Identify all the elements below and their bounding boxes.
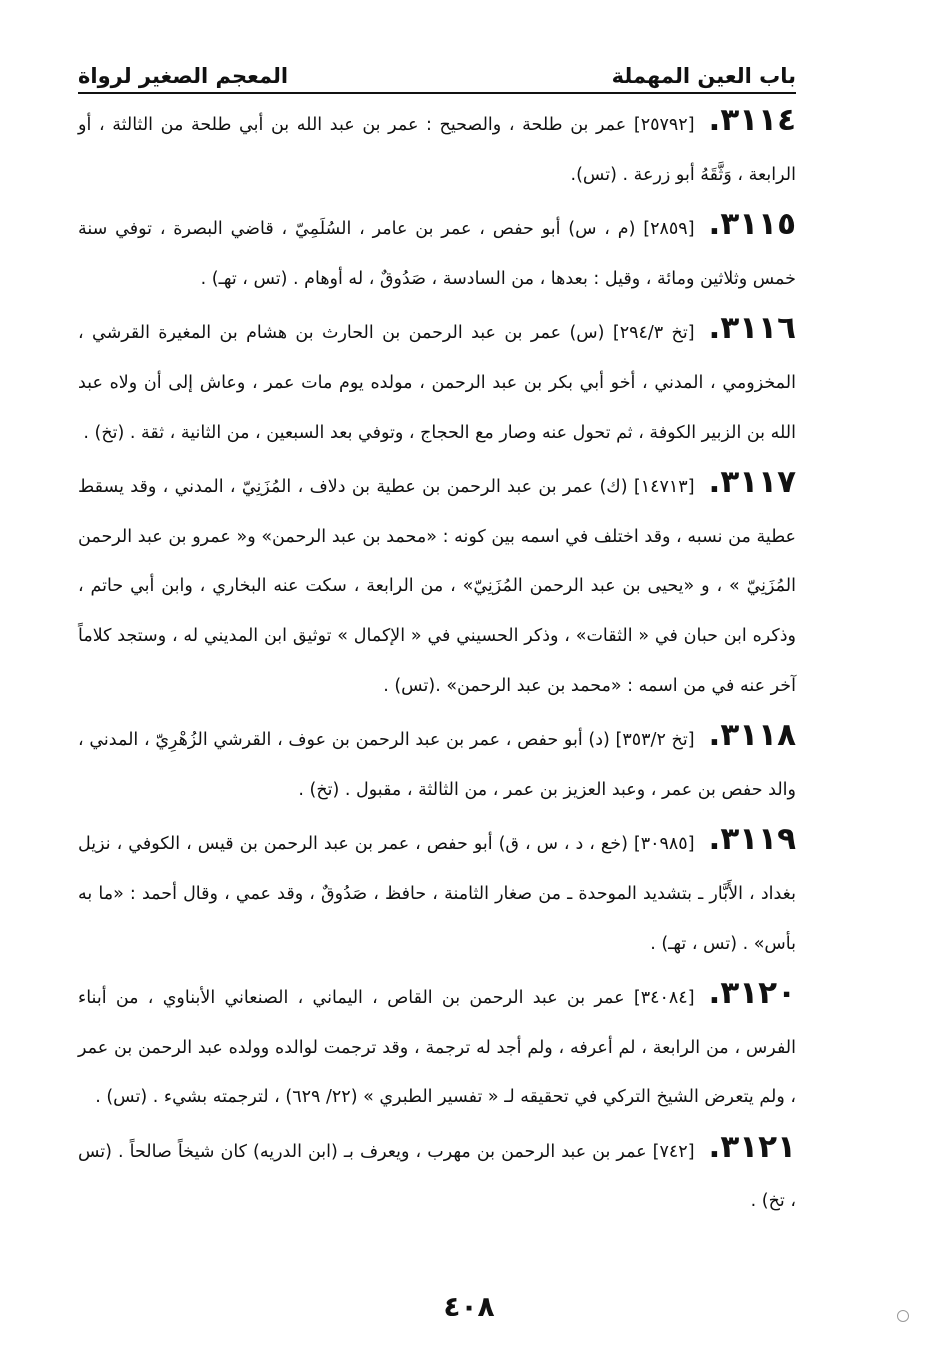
entry-3120 <box>78 969 796 1123</box>
book-title: المعجم الصغير لرواة <box>78 64 289 88</box>
entry-number: ٣١١٤. <box>708 102 796 138</box>
entry-text: [١٤٧١٣] (ك) عمر بن عبد الرحمن بن عطية بن دلاف ، المُزَنِيّ ، المدني ، وقد يسقط عطية من نسبه ، وقد اختلف في اسمه بين كونه : «محمد بن عبد الرحمن» و« عمرو بن عبد الرحمن المُزَنِيّ » ، و «يحيى بن عبد الرحمن المُزَنِيّ» ، من الرابعة ، سكت عنه البخاري ، وابن أبي حاتم ، وذكره ابن حبان في « الثقات» ، وذكر الحسيني في « الإكمال » توثيق ابن المديني له ، وستجد كلاماً آخر عنه في من اسمه : «محمد بن عبد الرحمن» .(تس) . <box>78 477 796 696</box>
entry-3118 <box>78 711 796 815</box>
entry-3116 <box>78 304 796 458</box>
entry-3117 <box>78 458 796 711</box>
entries-list <box>78 96 796 1227</box>
entry-number: ٣١١٨. <box>708 717 796 754</box>
entry-3121 <box>78 1123 796 1227</box>
page-number: ٤٠٨ <box>443 1290 495 1323</box>
entry-text: [٣٠٩٨٥] (خع ، د ، س ، ق) أبو حفص ، عمر بن عبد الرحمن بن قيس ، الكوفي ، نزيل بغداد ، الأَبَّار ـ بتشديد الموحدة ـ من صغار الثامنة ، حافظ ، صَدُوقٌ ، وقد عمي ، وقال أحمد : «ما به بأس» . (تس ، تهـ) . <box>78 834 796 954</box>
entry-text: [٢٥٧٩٢] عمر بن طلحة ، والصحيح : عمر بن عبد الله بن أبي طلحة من الثالثة ، أو الرابعة ، وَثَّقَهُ أبو زرعة . (تس). <box>78 115 796 185</box>
entry-text: [٢٨٥٩] (م ، س) أبو حفص ، عمر بن عامر ، السُلَمِيّ ، قاضي البصرة ، توفي سنة خمس وثلاثين ومائة ، وقيل : بعدها ، من السادسة ، صَدُوقٌ ، له أوهام . (تس ، تهـ) . <box>78 219 796 289</box>
entry-text: [تخ ٣٥٣/٢] (د) أبو حفص ، عمر بن عبد الرحمن بن عوف ، القرشي الزُهْرِيّ ، المدني ، والد حفص بن عمر ، وعبد العزيز بن عمر ، من الثالثة ، مقبول . (تخ) . <box>78 730 796 800</box>
entry-text: [٧٤٢] عمر بن عبد الرحمن بن مهرب ، ويعرف بـ (ابن الدريه) كان شيخاً صالحاً . (تس ، تخ) . <box>78 1141 796 1212</box>
chapter-title: باب العين المهملة <box>611 64 796 88</box>
entry-number: ٣١٢١. <box>708 1128 796 1165</box>
entry-number: ٣١١٩. <box>708 821 796 858</box>
running-header <box>78 38 796 94</box>
entry-3115 <box>78 200 796 304</box>
entry-number: ٣١١٧. <box>708 464 796 501</box>
entry-3114 <box>78 96 796 200</box>
entry-3119 <box>78 815 796 969</box>
entry-number: ٣١١٥. <box>708 206 796 243</box>
entry-text: [تخ ٢٩٤/٣] (س) عمر بن عبد الرحمن بن الحارث بن هشام بن المغيرة القرشي ، المخزومي ، المدني ، أخو أبي بكر بن عبد الرحمن ، مولده يوم مات عمر ، وعاش إلى أن ولاه عبد الله بن الزبير الكوفة ، ثم تحول عنه وصار مع الحجاج ، وتوفي بعد السبعين ، من الثانية ، ثقة . (تخ) . <box>78 323 796 443</box>
entry-number: ٣١٢٠. <box>708 975 796 1012</box>
scan-mark <box>897 1310 909 1322</box>
entry-number: ٣١١٦. <box>708 310 797 347</box>
entry-text: [٣٤٠٨٤] عمر بن عبد الرحمن بن القاص ، اليماني ، الصنعاني الأبناوي ، من أبناء الفرس ، من الرابعة ، لم أعرفه ، ولم أجد له ترجمة ، وقد ترجمت لوالده وولده عبد الرحمن بن عمر ، ولم يتعرض الشيخ التركي في تحقيقه لـ « تفسير الطبري » (٢٢/ ٦٢٩) ، لترجمته بشيء . (تس) . <box>78 988 796 1108</box>
